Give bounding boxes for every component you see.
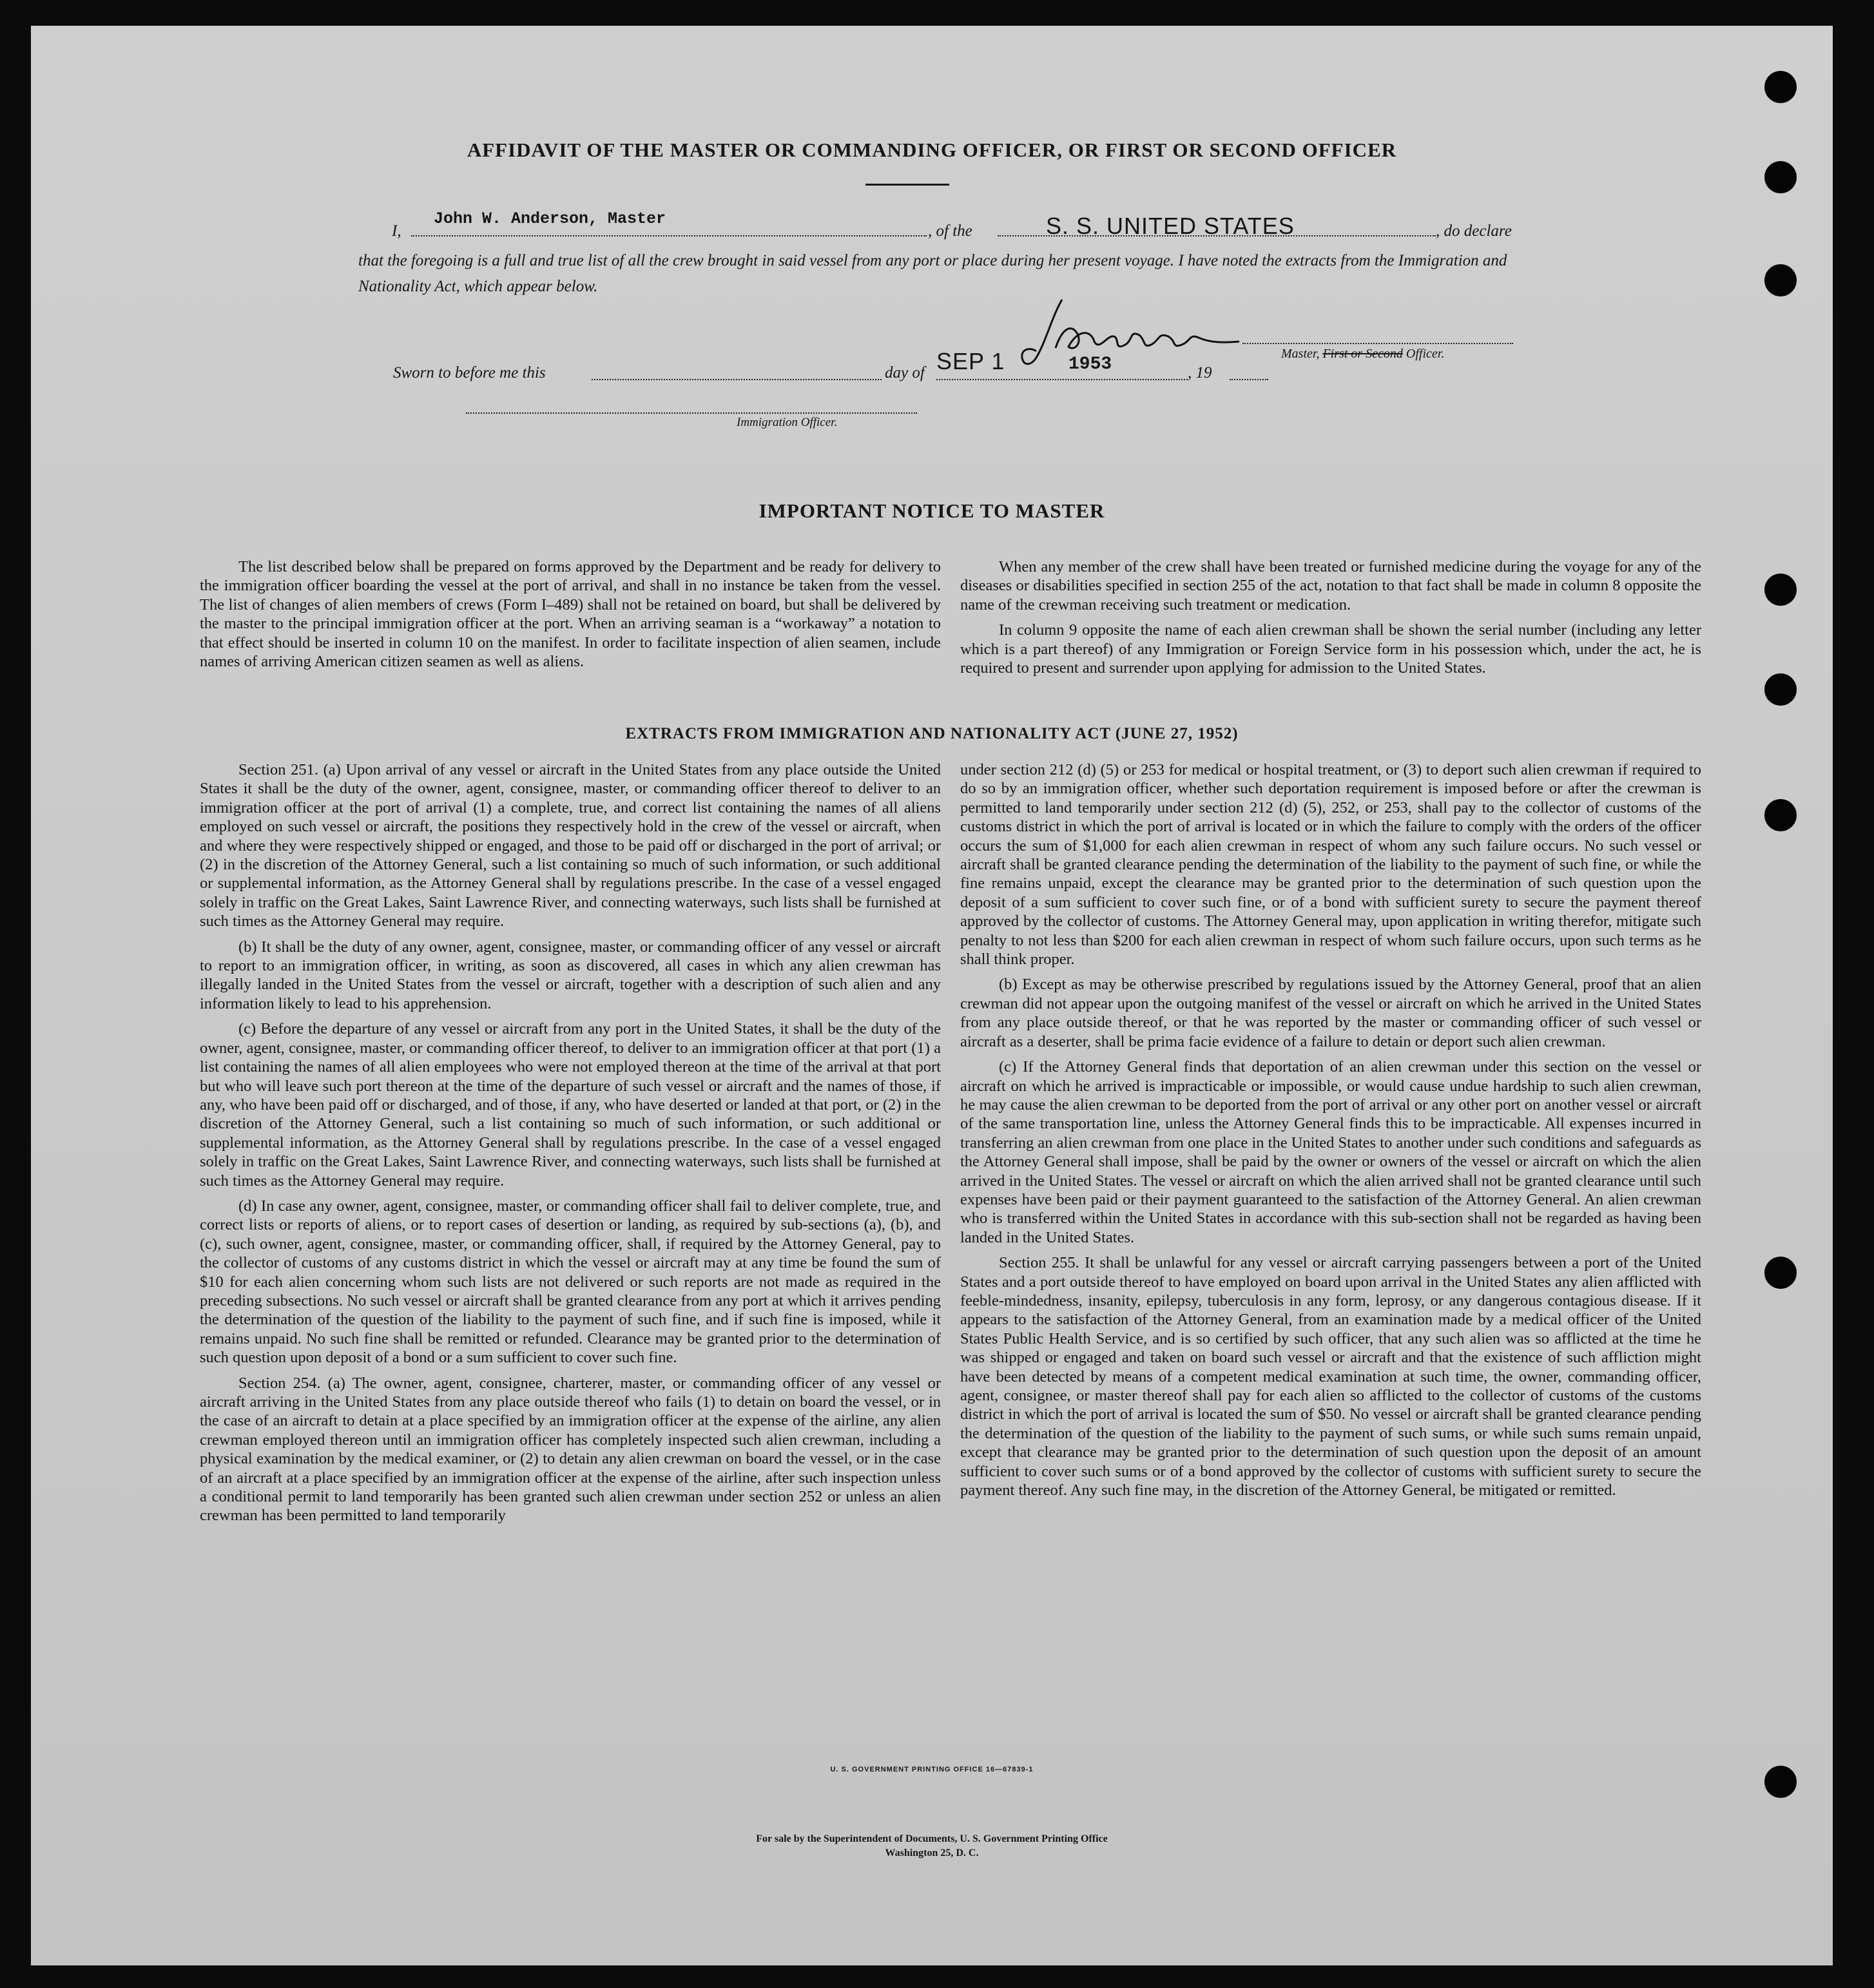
notice-paragraph: When any member of the crew shall have been treated or furnished medicine during the voyage for any of the diseases or disabilities specified in section 255 of the act, notation to that fact shall be made in column 8 opposite the name of the crewman receiving such treatment or medication. [960,558,1701,613]
title-rule [865,184,949,186]
extract-paragraph: (c) If the Attorney General finds that deportation of an alien crewman under this section on the vessel or aircraft on which he arrived is impracticable or impossible, or would cause undue hardship to such alien crewman, he may cause the alien crewman to be deported from the port of arrival or any other port on another vessel or aircraft of the same transportation line, unless the Attorney General finds this to be impracticable. All expenses incurred in transferring an alien crewman from one place in the United States to another under such conditions and safeguards as the Attorney General shall impose, shall be paid by the owner or owners of the vessel or aircraft on which the alien arrived in the United States. The vessel or aircraft on which the alien arrived shall not be granted clearance until such expenses have been paid or their payment guaranteed to the satisfaction of the Attorney General. An alien crewman who is transferred within the United States in accordance with this sub-section shall not be regarded as having been landed in the United States. [960,1058,1701,1246]
vessel-name: S. S. UNITED STATES [1046,213,1295,239]
extract-paragraph: Section 254. (a) The owner, agent, consignee, charterer, master, or commanding officer of any vessel or aircraft arriving in the United States from any place outside thereof who fails (1) to detain on board the vessel, or in the case of an aircraft to detain at a place specified by an immigration officer at the expense of the airline, any alien crewman employed thereon until an immigration officer has completely inspected such alien crewman, including a physical examination by the medical examiner, or (2) to detain any alien crewman on board the vessel, or in the case of an aircraft at a place specified by an immigration officer at the expense of the airline, after such inspection unless a conditional permit to land temporarily has been granted such alien crewman under section 252 or unless an alien crewman has been permitted to land temporarily [200,1374,941,1525]
year-line [1230,379,1268,380]
extract-paragraph: (c) Before the departure of any vessel or aircraft from any port in the United States, it shall be the duty of the owner, agent, consignee, master, or commanding officer thereof, to deliver to an immigration officer at that port (1) a list containing the names of all alien employees who were not employed thereon at the time of the arrival at that port but who will leave such port thereon at the time of the departure of such vessel or aircraft and the names of those, if any, who have been paid off or discharged, and of those, if any, who have deserted or landed at that port, or (2) in the discretion of the Attorney General, such a list containing so much of such information, or such additional or supplemental information, as the Attorney General shall by regulations prescribe. In the case of a vessel engaged solely in traffic on the Great Lakes, Saint Lawrence River, and connecting waterways, such lists shall be furnished at such times as the Attorney General may require. [200,1020,941,1190]
do-declare-label: , do declare [1436,222,1512,240]
name-line [411,235,927,236]
binder-hole [1764,574,1797,606]
binder-hole [1764,1257,1797,1289]
extracts-right-column [960,760,1701,1506]
sale-line-1: For sale by the Superintendent of Documents, U. S. Government Printing Office [756,1833,1108,1844]
extracts-left-column [200,760,941,1532]
of-the-label: , of the [928,222,972,240]
document-page [31,26,1833,1965]
extracts-title: EXTRACTS FROM IMMIGRATION AND NATIONALITY ACT (JUNE 27, 1952) [625,725,1239,742]
signature-line [1242,343,1513,344]
sworn-day-line [592,379,882,380]
extract-paragraph: (b) It shall be the duty of any owner, agent, consignee, master, or commanding officer of any vessel or aircraft to report to an immigration officer, in writing, as soon as discovered, all cases in which any alien crewman has illegally landed in the United States from the vessel or aircraft, together with a description of such alien and any information likely to lead to his apprehension. [200,938,941,1012]
year-prefix: , 19 [1188,364,1212,381]
day-of-label: day of [885,364,925,381]
printing-office-line: U. S. GOVERNMENT PRINTING OFFICE 16—67839-1 [830,1766,1034,1773]
i-label: I, [392,222,401,240]
extract-paragraph: Section 251. (a) Upon arrival of any vessel or aircraft in the United States from any place outside the United States it shall be the duty of the owner, agent, consignee, master, or commanding officer thereof to deliver to an immigration officer at the port of arrival (1) a complete, true, and correct list containing the names of all aliens employed on such vessel or aircraft, the positions they respectively hold in the crew of the vessel or aircraft, when and where they were respectively shipped or engaged, and those to be paid off or discharged in the port of arrival; or (2) in the discretion of the Attorney General, such a list containing so much of such information, or such additional or supplemental information, as the Attorney General shall by regulations prescribe. In the case of a vessel engaged solely in traffic on the Great Lakes, Saint Lawrence River, and connecting waterways, such lists shall be furnished at such times as the Attorney General may require. [200,761,941,931]
date-stamp: SEP 1 [936,348,1005,374]
notice-left-column [200,557,941,677]
binder-hole [1764,799,1797,831]
notice-right-column [960,557,1701,684]
declaration-text: that the foregoing is a full and true list of all the crew brought in said vessel from any port or place during her present voyage. I have noted the extracts from the Immigration and Nationality Act, which appear below. [358,252,1507,295]
extract-paragraph: under section 212 (d) (5) or 253 for medical or hospital treatment, or (3) to deport such alien crewman if required to do so by an immigration officer, whether such deportation requirement is imposed before or after the crewman is permitted to land temporarily under section 212 (d) (5), 252, or 253, shall pay to the collector of customs of the customs district in which the port of arrival is located or in which the failure to comply with the orders of the officer occurs the sum of $1,000 for each alien crewman in respect of whom any such failure occurs. No such vessel or aircraft shall be granted clearance pending the determination of the liability to the payment of such fine, or while the fine remains unpaid, except the clearance may be granted prior to the determination of such question upon the deposit of a sum sufficient to cover such fine, or of a bond with sufficient surety to secure the payment thereof approved by the collector of customs. The Attorney General may, upon application in writing therefor, mitigate such penalty to not less than $200 for each alien crewman in respect of whom such failure occurs, upon such terms as he shall think proper. [960,761,1701,969]
sworn-label: Sworn to before me this [393,364,546,381]
signature-image [1017,290,1262,374]
binder-hole [1764,71,1797,103]
sworn-month-line [936,379,1188,380]
notice-title: IMPORTANT NOTICE TO MASTER [758,499,1105,522]
binder-hole [1764,264,1797,296]
notice-paragraph: In column 9 opposite the name of each alien crewman shall be shown the serial number (including any letter which is a part thereof) of any Immigration or Foreign Service form in his possession which, under the act, he is required to present and surrender upon applying for admission to the United States. [960,621,1701,677]
sale-line-2: Washington 25, D. C. [885,1848,979,1858]
officer-line [466,412,917,414]
binder-hole [1764,673,1797,706]
binder-hole [1764,1766,1797,1798]
extract-paragraph: (d) In case any owner, agent, consignee, master, or commanding officer shall fail to deliver complete, true, and correct lists or reports of aliens, or to report cases of desertion or landing, as required by sub-sections (a), (b), and (c), such owner, agent, consignee, master, or commanding officer, shall, if required by the Attorney General, pay to the collector of customs of any customs district in which the vessel or aircraft may at any time be found the sum of $10 for each alien concerning whom such lists are not delivered or such reports are not made as required in the preceding subsections. No such vessel or aircraft shall be granted clearance from any port at which it arrives pending the determination of the question of the liability to the payment of such fine, and if such fine is imposed, while it remains unpaid. No such fine shall be remitted or refunded. Clearance may be granted prior to the determination of such question upon deposit of a bond or a sum sufficient to cover such fine. [200,1197,941,1367]
year-stamp: 1953 [1068,354,1112,374]
notice-paragraph: The list described below shall be prepared on forms approved by the Department and be ready for delivery to the immigration officer boarding the vessel at the port of arrival, and shall in no instance be taken from the vessel. The list of changes of alien members of crews (Form I–489) shall not be retained on board, but shall be delivered by the master to the principal immigration officer at the port. When an arriving seaman is a “workaway” a notation to that effect should be inserted in column 10 on the manifest. In order to facilitate inspection of alien seamen, include names of arriving American citizen seamen as well as aliens. [200,558,941,671]
immigration-officer-label: Immigration Officer. [737,416,838,429]
binder-hole [1764,161,1797,193]
master-title: Master, First or Second Officer. [1281,347,1445,361]
master-name: John W. Anderson, Master [434,209,666,228]
master-signature [1017,290,1262,374]
extract-paragraph: Section 255. It shall be unlawful for any vessel or aircraft carrying passengers between a port of the United States and a port outside thereof to have employed on board upon arrival in the United States any alien afflicted with feeble-mindedness, insanity, epilepsy, tuberculosis in any form, leprosy, or any dangerous contagious disease. If it appears to the satisfaction of the Attorney General, from an examination made by a medical officer of the United States Public Health Service, and is so certified by such officer, that any such alien was so afflicted at the time he was shipped or engaged and taken on board such vessel or aircraft and that the existence of such affliction might have been detected by means of a competent medical examination at such time, the owner, commanding officer, agent, consignee, or master thereof shall pay for each alien so afflicted to the collector of customs of the customs district in which the port of arrival is located the sum of $50. No vessel or aircraft shall be granted clearance pending the determination of the question of the liability to the payment of such sums, or while such sums remain unpaid, except that clearance may be granted prior to the determination of such question upon the deposit of an amount sufficient to cover such sums or of a bond approved by the collector of customs with sufficient surety to secure the payment thereof. Any such fine may, in the discretion of the Attorney General, be mitigated or remitted. [960,1254,1701,1500]
extract-paragraph: (b) Except as may be otherwise prescribed by regulations issued by the Attorney General, proof that an alien crewman did not appear upon the outgoing manifest of the vessel or aircraft on which he arrived in the United States from any place outside thereof, or that he was reported by the master or commanding officer of such vessel or aircraft as a deserter, shall be prima facie evidence of a failure to detain or deport such alien crewman. [960,976,1701,1050]
affidavit-title: AFFIDAVIT OF THE MASTER OR COMMANDING OFFICER, OR FIRST OR SECOND OFFICER [467,139,1397,161]
